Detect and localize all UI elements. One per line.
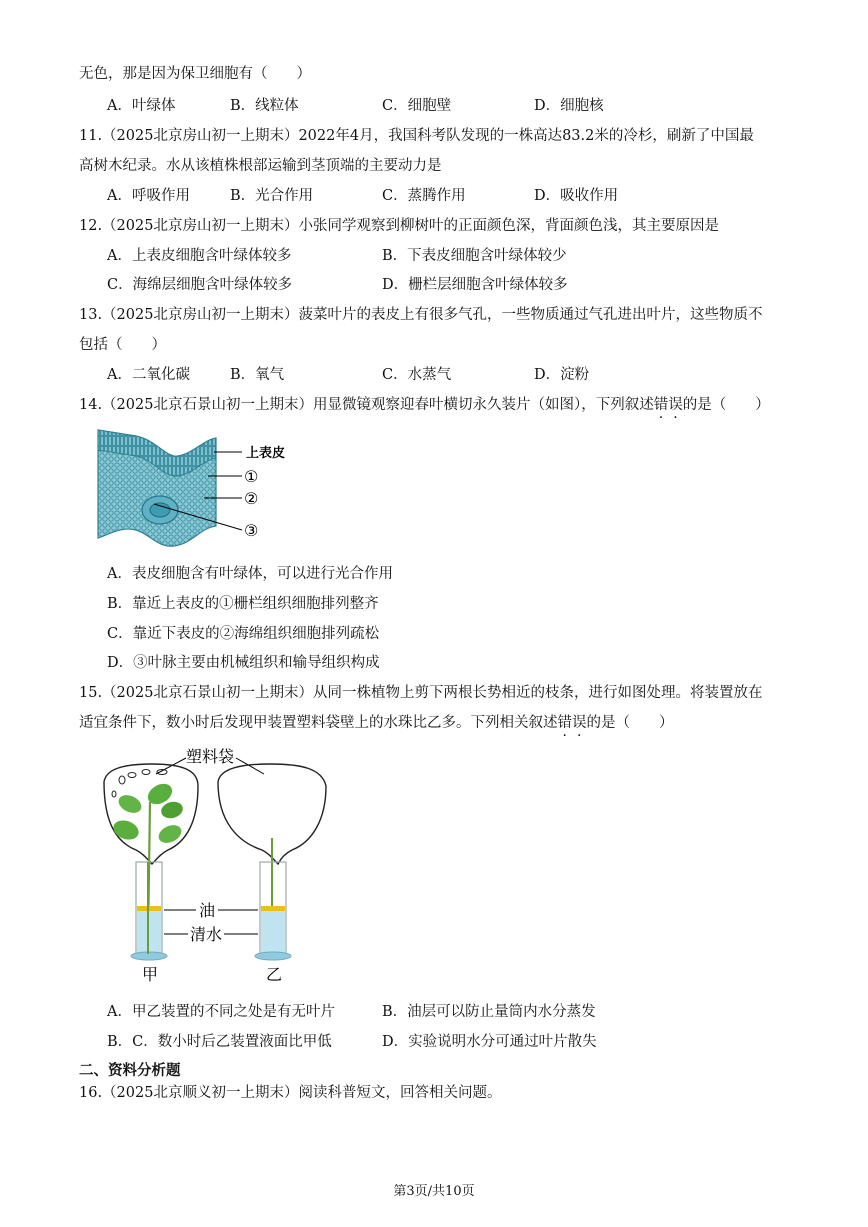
q15-stem-post: 的是（ ） (586, 715, 674, 731)
page-number: 第3页/共10页 (393, 1184, 475, 1199)
figure-label-3: ③ (244, 521, 259, 540)
q15-stem-line1: 15.（2025北京石景山初一上期末）从同一株植物上剪下两根长势相近的枝条，进行如图处理。将装置放在 (79, 685, 763, 701)
q13-option-c: C．水蒸气 (382, 367, 452, 383)
q12-stem: 12.（2025北京房山初一上期末）小张同学观察到柳树叶的正面颜色深，背面颜色浅，其主要原因是 (79, 218, 719, 234)
q10-option-d: D．细胞核 (534, 98, 604, 114)
q10-option-c: C．细胞壁 (382, 98, 452, 114)
figure-label-water: 清水 (190, 925, 223, 944)
q11-option-a: A．呼吸作用 (107, 188, 190, 204)
q12-option-c: C．海绵层细胞含叶绿体较多 (107, 277, 293, 293)
q11-option-b: B．光合作用 (230, 188, 314, 204)
q14-stem-post: 的是（ ） (682, 397, 770, 413)
q16-stem: 16.（2025北京顺义初一上期末）阅读科普短文，回答相关问题。 (79, 1085, 502, 1101)
q13-option-d: D．淀粉 (534, 367, 590, 383)
q14-emph-char1: 错 (653, 397, 669, 413)
q13-stem-line1: 13.（2025北京房山初一上期末）菠菜叶片的表皮上有很多气孔，一些物质通过气孔进出叶片，这些物质不 (79, 307, 763, 323)
transpiration-experiment-figure (86, 742, 336, 988)
q11-option-c: C．蒸腾作用 (382, 188, 466, 204)
q10-stem: 无色，那是因为保卫细胞有（ ） (79, 66, 311, 82)
q15-option-b: B．油层可以防止量筒内水分蒸发 (382, 1004, 596, 1020)
q12-option-a: A．上表皮细胞含叶绿体较多 (107, 248, 292, 264)
q11-option-d: D．吸收作用 (534, 188, 619, 204)
figure-label-plastic-bag: 塑料袋 (186, 747, 235, 766)
q15-option-d: D．实验说明水分可通过叶片散失 (382, 1034, 597, 1050)
q14-option-d: D．③叶脉主要由机械组织和输导组织构成 (107, 655, 380, 671)
figure-label-oil: 油 (199, 901, 216, 920)
q10-option-b: B．线粒体 (230, 98, 299, 114)
q11-stem-line2: 高树木纪录。水从该植株根部运输到茎顶端的主要动力是 (79, 158, 442, 174)
q14-option-c: C．靠近下表皮的②海绵组织细胞排列疏松 (107, 626, 380, 642)
q15-stem-pre: 适宜条件下，数小时后发现甲装置塑料袋壁上的水珠比乙多。下列相关叙述 (79, 715, 558, 731)
section-title: 二、资料分析题 (79, 1063, 181, 1079)
q15-stem-line2 (79, 713, 674, 733)
figure-label-upper-epidermis: 上表皮 (246, 446, 286, 461)
figure-label-jia: 甲 (142, 965, 159, 984)
q14-stem (79, 395, 770, 415)
figure-label-2: ② (244, 489, 259, 508)
q13-option-a: A．二氧化碳 (107, 367, 190, 383)
leaf-cross-section-figure (96, 426, 296, 554)
figure-label-1: ① (244, 467, 259, 486)
q12-option-b: B．下表皮细胞含叶绿体较少 (382, 248, 567, 264)
q13-stem-line2: 包括（ ） (79, 337, 166, 353)
q15-emph-char1: 错 (557, 715, 572, 731)
q14-emph-char2: 误 (668, 397, 683, 413)
q14-stem-pre: 14.（2025北京石景山初一上期末）用显微镜观察迎春叶横切永久装片（如图），下列叙述 (79, 397, 654, 413)
q15-option-a: A．甲乙装置的不同之处是有无叶片 (107, 1004, 335, 1020)
q12-option-d: D．栅栏层细胞含叶绿体较多 (382, 277, 568, 293)
q13-option-b: B．氧气 (230, 367, 285, 383)
q15-emph-char2: 误 (572, 715, 587, 731)
q14-option-b: B．靠近上表皮的①栅栏组织细胞排列整齐 (107, 596, 379, 612)
q10-option-a: A．叶绿体 (107, 98, 176, 114)
q11-stem-line1: 11.（2025北京房山初一上期末）2022年4月，我国科考队发现的一株高达83.2米的冷杉，刷新了中国最 (79, 128, 754, 144)
q15-option-c: B．C．数小时后乙装置液面比甲低 (107, 1034, 332, 1050)
figure-label-yi: 乙 (266, 965, 283, 984)
q14-option-a: A．表皮细胞含有叶绿体，可以进行光合作用 (107, 566, 393, 582)
